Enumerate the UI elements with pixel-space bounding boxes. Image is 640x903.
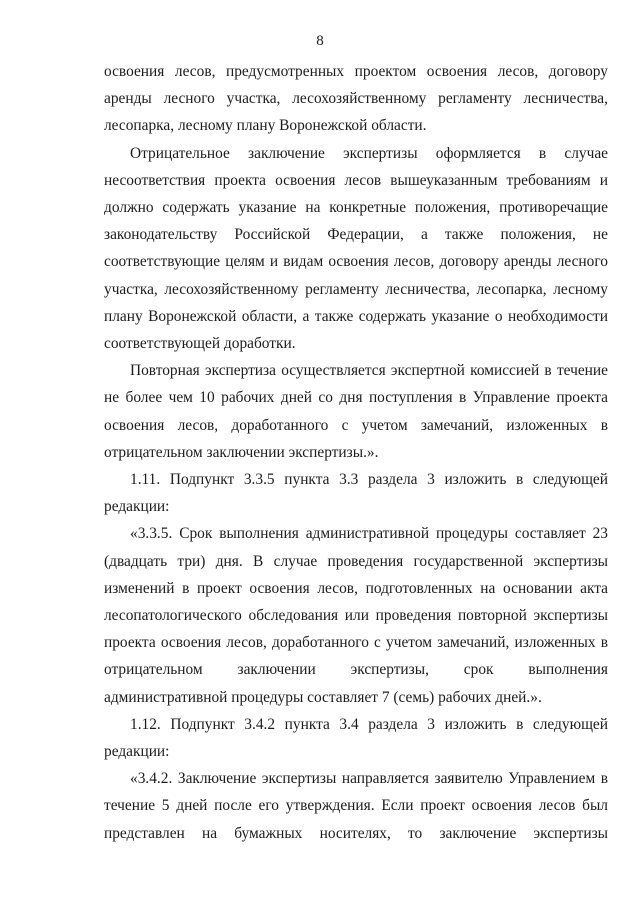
document-body (104, 58, 608, 847)
paragraph-negative-conclusion: Отрицательное заключение экспертизы оформляется в случае несоответствия проекта освоения лесов вышеуказанным требованиям и должно содержать указание на конкретные положения, противоречащие законодательству Российской Федерации, а также положения, не соответствующие целям и видам освоения лесов, договору аренды лесного участка, лесохозяйственному регламенту лесничества, лесопарка, лесному плану Воронежской области, а также содержать указание о необходимости соответствующей доработки. (104, 144, 608, 353)
paragraph-clause-3-4-2: «3.4.2. Заключение экспертизы направляется заявителю Управлением в течение 5 дней после его утверждения. Если проект освоения лесов был представлен на бумажных носителях, то заключение экспертизы (104, 770, 608, 842)
paragraph-repeat-expertise: Повторная экспертиза осуществляется экспертной комиссией в течение не более чем 10 рабочих дней со дня поступления в Управление проекта освоения лесов, доработанного с учетом замечаний, изложенных в отрицательном заключении экспертизы.». (104, 362, 608, 461)
paragraph-continuation: освоения лесов, предусмотренных проектом освоения лесов, договору аренды лесного участка, лесохозяйственному регламенту лесничества, лесопарка, лесному плану Воронежской области. (104, 63, 608, 135)
paragraph-clause-3-3-5: «3.3.5. Срок выполнения административной процедуры составляет 23 (двадцать три) дня. В случае проведения государственной экспертизы изменений в проект освоения лесов, подготовленных на основании акта лесопатологического обследования или проведения повторной экспертизы проекта освоения лесов, доработанного с учетом замечаний, изложенных в отрицательном заключении экспертизы, срок выполнения административной процедуры составляет 7 (семь) рабочих дней.». (104, 525, 608, 706)
paragraph-item-1-11: 1.11. Подпункт 3.3.5 пункта 3.3 раздела 3 изложить в следующей редакции: (104, 471, 608, 516)
paragraph-item-1-12: 1.12. Подпункт 3.4.2 пункта 3.4 раздела 3 изложить в следующей редакции: (104, 715, 608, 761)
page-number: 8 (316, 33, 324, 49)
